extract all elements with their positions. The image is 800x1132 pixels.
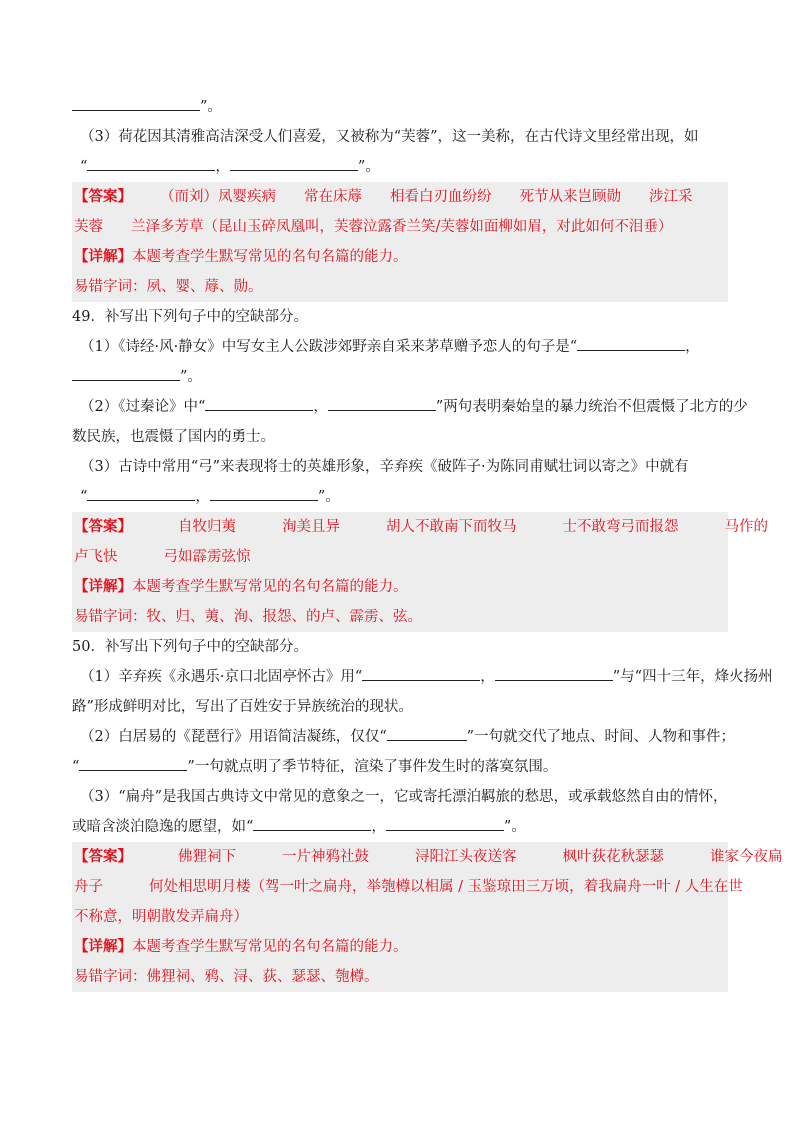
detail-tag: 【详解】 <box>74 248 132 265</box>
q49-title: 49．补写出下列句子中的空缺部分。 <box>72 309 308 325</box>
answer-tag: 【答案】 <box>74 518 132 535</box>
answer-blank[interactable] <box>87 152 215 171</box>
q50-3-cont: 或暗含淡泊隐逸的愿望，如“ ， ”。 <box>72 812 728 842</box>
prev-question-tail: ”。 <box>72 92 728 122</box>
error-words-line: 易错字词：牧、归、荑、洵、报怨、的卢、霹雳、弦。 <box>74 609 422 625</box>
q50-title: 50．补写出下列句子中的空缺部分。 <box>72 639 308 655</box>
answer-blank[interactable] <box>230 152 358 171</box>
q50-1-cont: 路”形成鲜明对比，写出了百姓安于异族统治的现状。 <box>72 699 413 715</box>
q49-2: （2）《过秦论》中“ ， ”两句表明秦始皇的暴力统治不但震慑了北方的少 <box>72 392 728 422</box>
q49-3-blanks: “ ， ”。 <box>72 482 728 512</box>
answer-blank[interactable] <box>79 752 187 771</box>
answer-tag: 【答案】 <box>74 188 132 205</box>
answer-tag: 【答案】 <box>74 848 132 865</box>
q50-2-cont: “ ”一句就点明了季节特征，渲染了事件发生时的落寞氛围。 <box>72 752 728 782</box>
detail-line: 【详解】本题考查学生默写常见的名句名篇的能力。 <box>74 578 408 595</box>
answer-blank[interactable] <box>72 362 180 381</box>
q48-3-blanks: “ ， ”。 <box>72 152 728 182</box>
content-area <box>72 92 783 992</box>
answer-blank[interactable] <box>328 392 436 411</box>
detail-line: 【详解】本题考查学生默写常见的名句名篇的能力。 <box>74 248 408 265</box>
answer-line: 【答案】 （而刘）凤婴疾病 常在床蓐 相看白刃血纷纷 死节从来岂顾勋 涉江采 <box>74 188 693 205</box>
q50-2: （2）白居易的《琵琶行》用语简洁凝练，仅仅“ ”一句就交代了地点、时间、人物和事件； <box>72 722 728 752</box>
error-words-line: 易错字词：佛狸祠、鸦、浔、荻、瑟瑟、匏樽。 <box>74 969 379 985</box>
answer-blank[interactable] <box>362 662 480 681</box>
q50-1: （1）辛弃疾《永遇乐·京口北固亭怀古》用“ ， ”与“四十三年，烽火扬州 <box>72 662 728 692</box>
detail-line: 【详解】本题考查学生默写常见的名句名篇的能力。 <box>74 938 408 955</box>
detail-tag: 【详解】 <box>74 938 132 955</box>
answer-block-48 <box>72 182 728 302</box>
answer-line: 【答案】 自牧归荑 洵美且异 胡人不敢南下而牧马 士不敢弯弓而报怨 马作的 <box>74 518 768 535</box>
answer-line: 舟子 何处相思明月楼（驾一叶之扁舟，举匏樽以相属 / 玉鉴琼田三万顷，着我扁舟一叶 / 人生在世 <box>74 879 743 895</box>
answer-blank[interactable] <box>386 812 504 831</box>
q49-2-cont: 数民族，也震慑了国内的勇士。 <box>72 429 275 445</box>
answer-line: 卢飞快 弓如霹雳弦惊 <box>74 549 251 565</box>
answer-blank[interactable] <box>72 92 200 111</box>
answer-line: 【答案】 佛狸祠下 一片神鸦社鼓 浔阳江头夜送客 枫叶荻花秋瑟瑟 谁家今夜扁 <box>74 848 783 865</box>
q49-1-cont: ”。 <box>72 362 728 392</box>
q49-1: （1）《诗经·风·静女》中写女主人公跋涉郊野亲自采来茅草赠予恋人的句子是“ ， <box>72 332 728 362</box>
answer-block-50 <box>72 842 783 992</box>
answer-line: 不称意，明朝散发弄扁舟） <box>74 909 248 925</box>
answer-blank[interactable] <box>253 812 371 831</box>
answer-line: 芙蓉 兰泽多芳草（昆山玉碎凤凰叫，芙蓉泣露香兰笑/芙蓉如面柳如眉，对此如何不泪垂） <box>74 219 673 235</box>
answer-blank[interactable] <box>387 722 467 741</box>
answer-blank[interactable] <box>210 482 318 501</box>
q48-3-text: （3）荷花因其清雅高洁深受人们喜爱，又被称为“芙蓉”，这一美称，在古代诗文里经常出现，如 <box>80 129 699 145</box>
q50-3: （3）“扁舟”是我国古典诗文中常见的意象之一，它或寄托漂泊羁旅的愁思，或承载悠然自由的情怀， <box>80 789 728 805</box>
q49-3: （3）古诗中常用“弓”来表现将士的英雄形象，辛弃疾《破阵子·为陈同甫赋壮词以寄之》中就有 <box>80 459 689 475</box>
answer-block-49 <box>72 512 768 632</box>
answer-blank[interactable] <box>205 392 313 411</box>
answer-blank[interactable] <box>577 332 685 351</box>
detail-tag: 【详解】 <box>74 578 132 595</box>
answer-blank[interactable] <box>87 482 195 501</box>
error-words-line: 易错字词：夙、婴、蓐、勋。 <box>74 279 263 295</box>
answer-blank[interactable] <box>495 662 613 681</box>
